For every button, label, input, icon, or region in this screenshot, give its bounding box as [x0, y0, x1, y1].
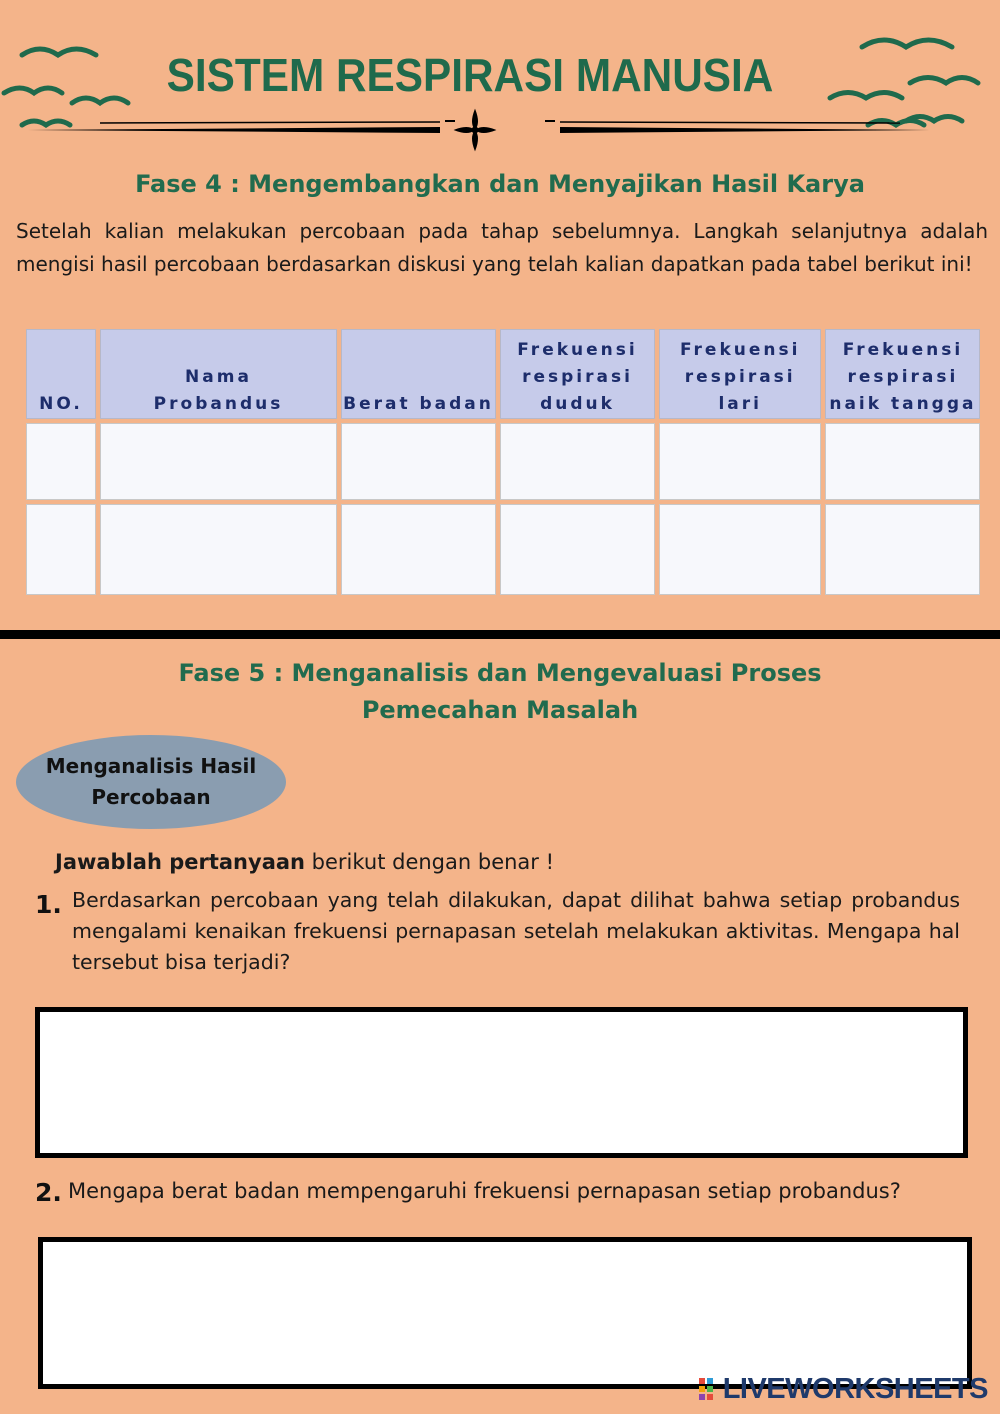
question-text: Mengapa berat badan mempengaruhi frekuensi pernapasan setiap probandus?	[68, 1179, 901, 1203]
table-cell-input[interactable]	[500, 423, 655, 500]
col-header-lari: Frekuensi respirasi lari	[659, 329, 821, 419]
table-cell-input[interactable]	[659, 504, 821, 595]
table-cell-input[interactable]	[100, 504, 337, 595]
table-cell-input[interactable]	[500, 504, 655, 595]
table-header-row	[26, 329, 980, 419]
table-cell-input[interactable]	[825, 504, 980, 595]
col-header-tangga: Frekuensi respirasi naik tangga	[825, 329, 980, 419]
fase4-intro-text: Setelah kalian melakukan percobaan pada tahap sebelumnya. Langkah selanjutnya adalah mengisi hasil percobaan berdasarkan diskusi yang telah kalian dapatkan pada tabel berikut ini!	[16, 219, 988, 276]
question-text: Berdasarkan percobaan yang telah dilakukan, dapat dilihat bahwa setiap probandus mengalami kenaikan frekuensi pernapasan setelah melakukan aktivitas. Mengapa hal tersebut bisa terjadi?	[72, 888, 960, 974]
liveworksheets-logo	[699, 1373, 988, 1406]
instruction-text	[55, 846, 554, 878]
ornament-divider	[28, 110, 930, 150]
table-cell-input[interactable]	[26, 423, 96, 500]
fase4-heading: Fase 4 : Mengembangkan dan Menyajikan Hasil Karya	[135, 170, 865, 198]
question-number: 1.	[35, 890, 62, 919]
liveworksheets-icon	[699, 1377, 721, 1403]
answer-box[interactable]	[38, 1237, 972, 1389]
table-cell-input[interactable]	[100, 423, 337, 500]
table-row	[26, 504, 980, 595]
fase5-heading-line2: Pemecahan Masalah	[361, 696, 639, 724]
table-row	[26, 423, 980, 500]
analysis-badge-line2: Percobaan	[91, 785, 211, 809]
col-header-duduk: Frekuensi respirasi duduk	[500, 329, 655, 419]
col-header-berat: Berat badan	[341, 329, 496, 419]
fase5-heading	[0, 655, 1000, 729]
answer-box[interactable]	[35, 1007, 968, 1158]
table-cell-input[interactable]	[659, 423, 821, 500]
analysis-badge	[16, 735, 286, 829]
analysis-badge-line1: Menganalisis Hasil	[45, 754, 257, 778]
col-header-no: NO.	[26, 329, 96, 419]
table-cell-input[interactable]	[341, 423, 496, 500]
instruction-bold: Jawablah pertanyaan	[55, 850, 305, 874]
respiration-table	[22, 325, 984, 599]
table-cell-input[interactable]	[341, 504, 496, 595]
fase5-heading-line1: Fase 5 : Menganalisis dan Mengevaluasi Proses	[178, 659, 822, 687]
page-title: SISTEM RESPIRASI MANUSIA	[166, 49, 774, 101]
table-cell-input[interactable]	[825, 423, 980, 500]
section-divider	[0, 630, 1000, 639]
col-header-nama: Nama Probandus	[100, 329, 337, 419]
question-number: 2.	[35, 1178, 62, 1207]
instruction-rest: berikut dengan benar !	[305, 850, 555, 874]
table-cell-input[interactable]	[26, 504, 96, 595]
brand-text: LIVEWORKSHEETS	[722, 1373, 988, 1405]
